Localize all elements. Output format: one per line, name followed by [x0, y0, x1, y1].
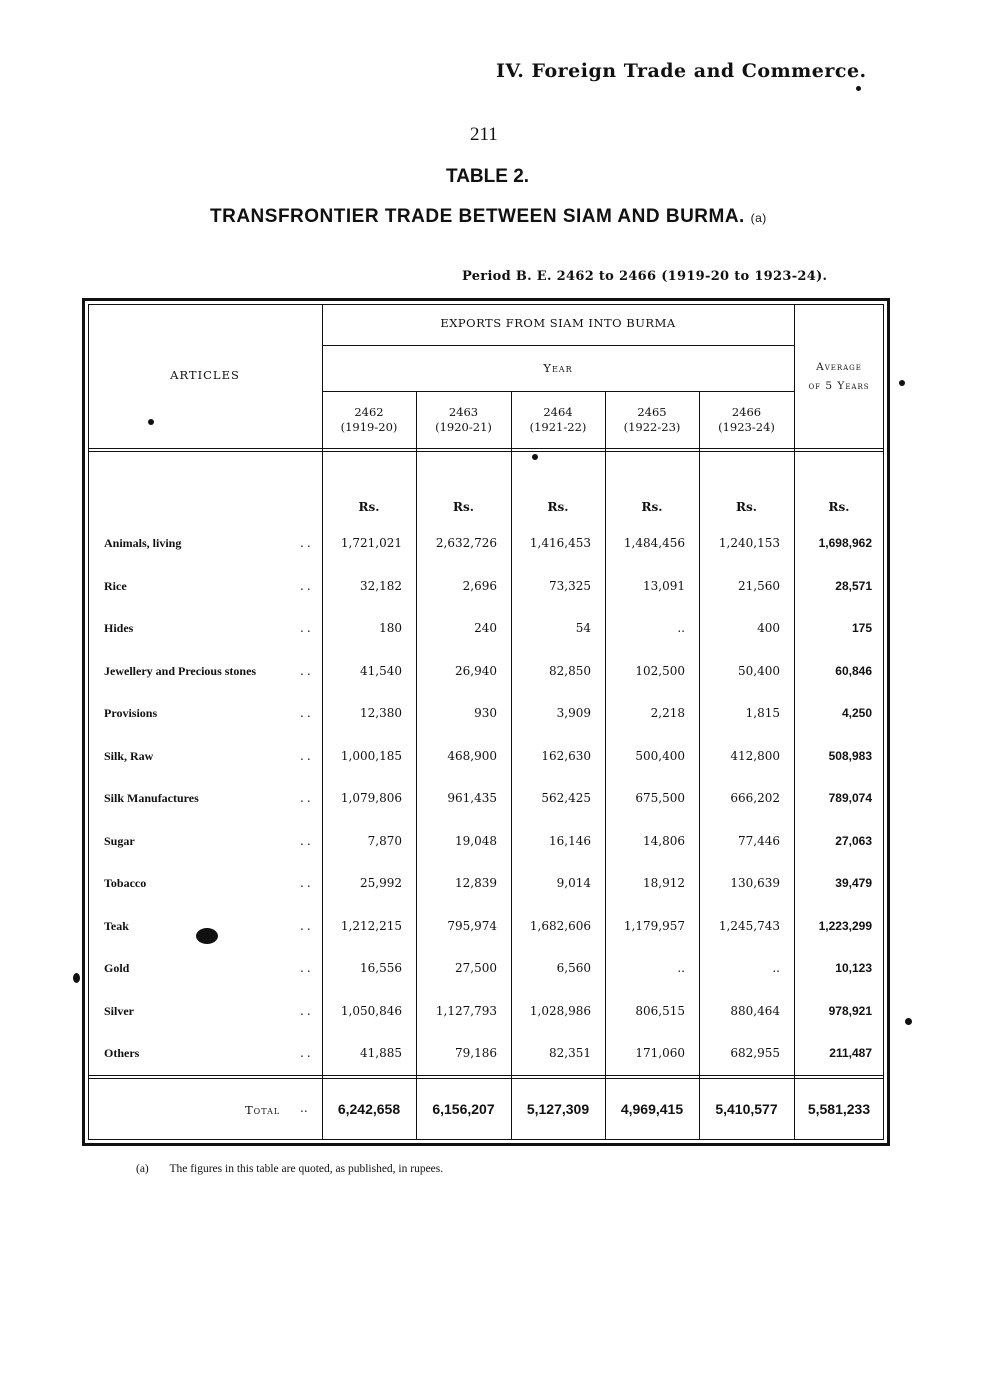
article-name: Others	[104, 1046, 140, 1060]
dot-leader: ..	[300, 1046, 314, 1060]
table-cell: 1,682,606	[529, 919, 591, 933]
table-cell: 2,696	[462, 579, 497, 593]
table-cell: 795,974	[447, 919, 497, 933]
article-name: Teak	[104, 919, 129, 933]
table-cell: 675,500	[635, 791, 685, 805]
table-cell: 12,380	[360, 706, 402, 720]
year-column-header	[605, 405, 699, 435]
table-cell: 73,325	[549, 579, 591, 593]
table-cell: 1,050,846	[340, 1004, 402, 1018]
table-cell: 9,014	[556, 876, 591, 890]
year-ce: (1923-24)	[718, 420, 775, 434]
section-header: IV. Foreign Trade and Commerce.	[496, 60, 867, 82]
total-rule	[88, 1075, 884, 1076]
article-name: Sugar	[104, 834, 135, 848]
year-be: 2462	[354, 405, 384, 419]
total-label: Total	[245, 1103, 281, 1117]
year-be: 2466	[731, 405, 762, 419]
year-ce: (1921-22)	[529, 420, 587, 434]
table-cell: 18,912	[643, 876, 685, 890]
average-cell: 175	[851, 621, 872, 635]
table-cell: 1,240,153	[718, 536, 780, 550]
table-cell: 79,186	[455, 1046, 497, 1060]
average-header-line1: Average	[816, 361, 862, 373]
table-cell: 14,806	[643, 834, 685, 848]
ink-speck	[148, 419, 154, 425]
dot-leader: ..	[300, 961, 314, 975]
table-cell: 54	[575, 621, 591, 635]
footnote-text: The figures in this table are quoted, as published, in rupees.	[169, 1163, 444, 1175]
table-cell: 16,146	[549, 834, 591, 848]
article-name: Silver	[104, 1004, 134, 1018]
table-cell: 1,416,453	[529, 536, 591, 550]
ink-speck	[856, 86, 861, 91]
year-header: Year	[543, 361, 573, 375]
article-name: Jewellery and Precious stones	[104, 664, 257, 678]
table-cell: 1,721,021	[340, 536, 402, 550]
total-average-cell: 5,581,233	[807, 1101, 871, 1117]
average-cell: 1,698,962	[818, 536, 872, 550]
year-be: 2463	[448, 405, 479, 419]
ink-speck	[905, 1018, 912, 1025]
table-cell: 19,048	[455, 834, 497, 848]
average-cell: 4,250	[841, 706, 872, 720]
article-name: Provisions	[104, 706, 158, 720]
average-cell: 28,571	[835, 579, 872, 593]
average-cell: 10,123	[835, 961, 872, 975]
average-cell: 978,921	[828, 1004, 872, 1018]
table-cell: 412,800	[730, 749, 780, 763]
year-column-header	[322, 405, 416, 435]
table-cell: 130,639	[730, 876, 780, 890]
header-rule	[88, 451, 884, 452]
unit-label: Rs.	[828, 500, 850, 514]
table-cell: 3,909	[556, 706, 591, 720]
year-column-header	[699, 405, 794, 435]
unit-label: Rs.	[358, 500, 380, 514]
footnote	[136, 1163, 443, 1175]
total-rule	[88, 1078, 884, 1079]
article-name: Tobacco	[104, 876, 147, 890]
article-name: Silk Manufactures	[104, 791, 199, 805]
table-cell: 240	[474, 621, 497, 635]
table-cell: 6,560	[556, 961, 591, 975]
dot-leader: ..	[300, 791, 314, 805]
table-cell: 180	[379, 621, 402, 635]
table-cell: 26,940	[455, 664, 497, 678]
table-cell: 930	[474, 706, 497, 720]
dot-leader: ..	[300, 664, 314, 678]
total-leader: ..	[300, 1101, 308, 1115]
table-cell: 500,400	[635, 749, 685, 763]
dot-leader: ..	[300, 706, 314, 720]
table-cell: 1,484,456	[623, 536, 685, 550]
table-cell: 468,900	[447, 749, 497, 763]
unit-label: Rs.	[736, 500, 757, 514]
ink-speck	[532, 454, 538, 460]
total-cell: 5,410,577	[715, 1101, 778, 1117]
table-cell: 961,435	[447, 791, 497, 805]
table-title-text: TRANSFRONTIER TRADE BETWEEN SIAM AND BURMA.	[210, 206, 745, 227]
dot-leader: ..	[300, 919, 314, 933]
exports-header: EXPORTS FROM SIAM INTO BURMA	[440, 316, 676, 330]
average-cell: 789,074	[828, 791, 872, 805]
table-cell: 7,870	[367, 834, 402, 848]
table-cell: 82,850	[549, 664, 591, 678]
header-rule	[322, 345, 794, 346]
article-name: Silk, Raw	[104, 749, 154, 763]
unit-label: Rs.	[547, 500, 569, 514]
ink-speck	[899, 380, 905, 386]
table-cell: 27,500	[455, 961, 497, 975]
year-ce: (1922-23)	[623, 420, 681, 434]
page-number: 211	[470, 124, 498, 145]
average-cell: 60,846	[835, 664, 872, 678]
total-cell: 6,156,207	[432, 1101, 495, 1117]
table-cell: 162,630	[541, 749, 591, 763]
article-name: Animals, living	[104, 536, 182, 550]
dot-leader: ..	[300, 876, 314, 890]
table-cell: 21,560	[738, 579, 780, 593]
year-ce: (1920-21)	[435, 420, 492, 434]
table-cell: 16,556	[360, 961, 402, 975]
year-column-header	[416, 405, 511, 435]
table-cell: 12,839	[455, 876, 497, 890]
dot-leader: ..	[300, 834, 314, 848]
table-cell: 77,446	[738, 834, 780, 848]
table-cell: 562,425	[541, 791, 591, 805]
table-title-note: (a)	[750, 211, 767, 225]
average-header-line2: of 5 Years	[808, 380, 870, 392]
ink-speck	[196, 928, 218, 944]
year-be: 2465	[637, 405, 667, 419]
year-column-header	[511, 405, 605, 435]
table-cell: 1,127,793	[435, 1004, 497, 1018]
table-cell: 171,060	[635, 1046, 685, 1060]
table-label: TABLE 2.	[446, 166, 530, 187]
table-cell: 806,515	[635, 1004, 685, 1018]
table-title	[210, 206, 767, 228]
ink-speck	[73, 973, 80, 983]
total-cell: 4,969,415	[620, 1101, 684, 1117]
dot-leader: ..	[300, 536, 314, 550]
header-rule	[322, 391, 794, 392]
dot-leader: ..	[300, 579, 314, 593]
table-cell: 666,202	[730, 791, 780, 805]
table-cell: 880,464	[730, 1004, 780, 1018]
table-cell: 2,218	[650, 706, 685, 720]
table-cell: ..	[677, 961, 685, 975]
table-cell: 13,091	[643, 579, 685, 593]
period-line: Period B. E. 2462 to 2466 (1919-20 to 1923-24).	[462, 269, 828, 284]
table-cell: 1,000,185	[340, 749, 402, 763]
average-cell: 39,479	[835, 876, 872, 890]
dot-leader: ..	[300, 1004, 314, 1018]
table-cell: ..	[772, 961, 780, 975]
total-cell: 5,127,309	[526, 1101, 590, 1117]
table-cell: 1,179,957	[623, 919, 685, 933]
table-cell: 1,245,743	[718, 919, 780, 933]
article-name: Rice	[104, 579, 127, 593]
table-cell: 1,815	[745, 706, 780, 720]
table-cell: 41,540	[360, 664, 402, 678]
dot-leader: ..	[300, 621, 314, 635]
article-name: Hides	[104, 621, 134, 635]
average-cell: 211,487	[829, 1046, 872, 1060]
unit-label: Rs.	[453, 500, 474, 514]
article-name: Gold	[104, 961, 130, 975]
average-cell: 1,223,299	[818, 919, 872, 933]
total-cell: 6,242,658	[337, 1101, 401, 1117]
footnote-marker: (a)	[136, 1163, 149, 1175]
articles-header: ARTICLES	[170, 368, 240, 382]
dot-leader: ..	[300, 749, 314, 763]
table-cell: 32,182	[360, 579, 402, 593]
average-header	[794, 358, 884, 396]
table-cell: 1,028,986	[529, 1004, 591, 1018]
unit-label: Rs.	[641, 500, 663, 514]
table-cell: 682,955	[730, 1046, 780, 1060]
table-cell: 2,632,726	[435, 536, 497, 550]
table-cell: ..	[677, 621, 685, 635]
year-be: 2464	[543, 405, 573, 419]
table-cell: 102,500	[635, 664, 685, 678]
year-ce: (1919-20)	[340, 420, 398, 434]
average-cell: 508,983	[828, 749, 872, 763]
table-cell: 50,400	[738, 664, 780, 678]
average-cell: 27,063	[835, 834, 872, 848]
table-cell: 25,992	[360, 876, 402, 890]
table-cell: 82,351	[549, 1046, 591, 1060]
table-cell: 1,212,215	[340, 919, 402, 933]
header-rule	[88, 448, 884, 449]
table-cell: 41,885	[360, 1046, 402, 1060]
table-cell: 1,079,806	[340, 791, 402, 805]
table-cell: 400	[757, 621, 780, 635]
